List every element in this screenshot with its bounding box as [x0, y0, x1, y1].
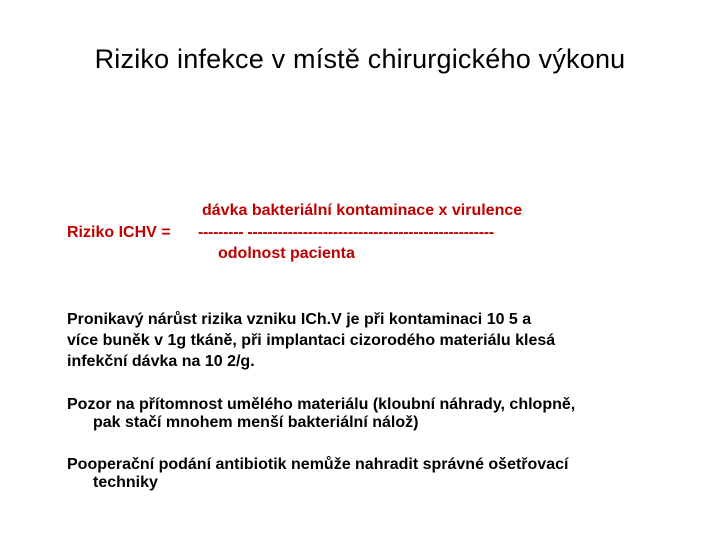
paragraph-line: více buněk v 1g tkáně, při implantaci cizorodého materiálu klesá [67, 332, 556, 349]
paragraph-artificial-material [67, 396, 575, 432]
paragraph-line: infekční dávka na 10 2/g. [67, 353, 255, 370]
formula-label: Riziko ICHV = [67, 224, 171, 241]
paragraph-line: Pronikavý nárůst rizika vzniku ICh.V je při kontaminaci 10 5 a [67, 311, 532, 328]
formula-fraction-line: --------- ------------------------------------------------- [198, 224, 494, 241]
paragraph-line: Pozor na přítomnost umělého materiálu (kloubní náhrady, chlopně, [67, 396, 576, 413]
formula-denominator: odolnost pacienta [218, 245, 355, 262]
paragraph-line: Pooperační podání antibiotik nemůže nahradit správné ošetřovací [67, 456, 569, 473]
paragraph-antibiotics [67, 456, 568, 492]
paragraph-line-indented: pak stačí mnohem menší bakteriální nálož) [93, 414, 419, 431]
paragraph-line-indented: techniky [93, 474, 158, 491]
slide-title: Riziko infekce v místě chirurgického výkonu [94, 44, 626, 74]
paragraph-contamination [67, 309, 555, 372]
formula-numerator: dávka bakteriální kontaminace x virulence [202, 202, 523, 219]
